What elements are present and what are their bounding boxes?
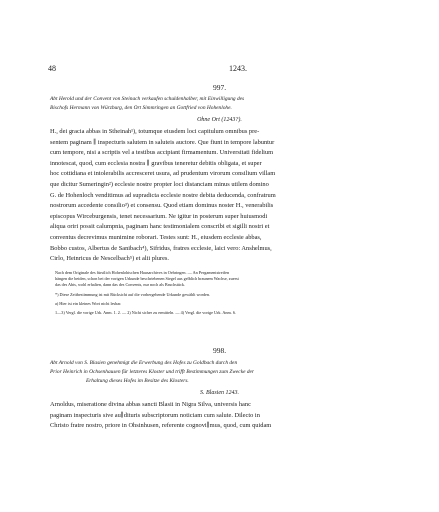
document-heading-998 bbox=[50, 359, 390, 386]
body-line: nostrorum accedente consilio³) et consensu. Quod etiam dominus noster H., venerabilis bbox=[50, 202, 274, 210]
heading-line: Bischofs Hermann von Würzburg, den Ort Simmringen an Gottfried von Hohenlohe. bbox=[50, 105, 232, 111]
body-line: sentem paginam ∥ inspecturis salutem in saluteis auctore. Que fiunt in tempore labuntur bbox=[50, 138, 275, 146]
body-line: Christo fratre nostro, priore in Ohsinhusen, referente cognovi∥mus, quod, cum quidam bbox=[50, 422, 272, 430]
body-line: aliqua oriri possit calumpnia, paginam hanc testimonialem conscribi et sigilli nostri et bbox=[50, 223, 270, 231]
heading-line: Abt Arnold von S. Blasien genehmigt die Erwerbung des Hofes zu Goldbach durch den bbox=[50, 360, 238, 366]
footnote: *) Diese Zeitbestimmung ist mit Rücksicht auf die vorhergehende Urkunde gewählt worden. bbox=[55, 291, 211, 297]
heading-line: Abt Herold und der Convent von Steinach verkaufen schuldenhalber, mit Einwilligung des bbox=[50, 96, 245, 102]
body-line: G. de Hohenloch venditimus ad supradicta ecclesie nostre debita deducenda, confratrum bbox=[50, 191, 276, 199]
body-line: Arnoldus, miseratione divina abbas sancti Blasii in Nigra Silva, universis hanc bbox=[50, 401, 251, 408]
body-line: Bobbo custos, Albertus de Sanibach⁴), Sifridus, fratres ecclesie, laici vero: Anshelmus, bbox=[50, 244, 272, 252]
source-note: das des Abts, wohl erhalten, dann das des Convents, nur noch als Bruchstück. bbox=[55, 282, 186, 288]
footnote: 1—3) Vergl. die vorige Urk. Anm. 1. 2. — 2) Nicht sicher zu ermitteln. — 4) Vergl. die vorige Urk. Anm. 6. bbox=[55, 310, 237, 316]
document-place-date-998: S. Blasien 1243. bbox=[200, 390, 239, 396]
page-number: 48 bbox=[48, 64, 56, 73]
document-body-998 bbox=[50, 400, 394, 432]
body-line: hoc cottidiana et intolerabilis accresceret usura, ad prudentum virorum consilium villam bbox=[50, 170, 276, 178]
heading-line: Erhaltung dieses Hofes im Besitze des Klosters. bbox=[86, 378, 189, 384]
body-line: conventus decrevimus munimine roborari. Testes sunt: H., eiusdem ecclesie abbas, bbox=[50, 233, 262, 241]
body-line: que dicitur Sumeringin²) ecclesie nostre propter loci distanciam minus utilem domino bbox=[50, 180, 269, 188]
body-line: H., dei gracia abbas in Stheinah¹), totumque eiusdem loci capitulum omnibus pre- bbox=[50, 128, 260, 135]
body-line: Cirlo, Heinricus de Nescelbach⁵) et alii plures. bbox=[50, 255, 169, 263]
page-year-header: 1243. bbox=[229, 64, 247, 73]
body-line: paginam inspecturis sive au∥dituris subscriptorum noticiam cum salute. Dilecto in bbox=[50, 411, 260, 419]
heading-line: Prior Heinrich in Ochsenhausen für letzteres Kloster und trifft Bestimmungen zum Zwecke der bbox=[50, 369, 255, 375]
body-line: episcopus Wirceburgensis, tenet necessarium. Ne igitur in posterum super huiusmodi bbox=[50, 212, 268, 220]
document-heading-997 bbox=[50, 95, 390, 113]
body-line: innotescat, quod, cum ecclesia nostra ∥ gravibus teneretur debitis obligata, et super bbox=[50, 159, 262, 167]
footnotes-997 bbox=[55, 270, 239, 316]
source-note: hängen die beiden, schon bei der vorigen Urkunde beschriebenen Siegel aus gelblich braunem Wachse, zuerst bbox=[55, 276, 239, 282]
source-note: Nach dem Originale des fürstlich Hohenlohischen Hausarchives in Oehringen. — An Pergamentstreifen bbox=[55, 270, 230, 275]
document-number-998: 998. bbox=[212, 346, 227, 355]
document-body-997 bbox=[50, 127, 394, 265]
document-place-date-997: Ohne Ort (1243?). bbox=[197, 117, 242, 123]
document-number-997: 997. bbox=[212, 83, 227, 92]
body-line: cum tempore, nisi a scriptis vel a testibus accipiant firmamentum. Universitati fidelium bbox=[50, 149, 274, 157]
footnote: a) Hier ist ein kleines Wort nicht lesbar. bbox=[55, 300, 122, 306]
